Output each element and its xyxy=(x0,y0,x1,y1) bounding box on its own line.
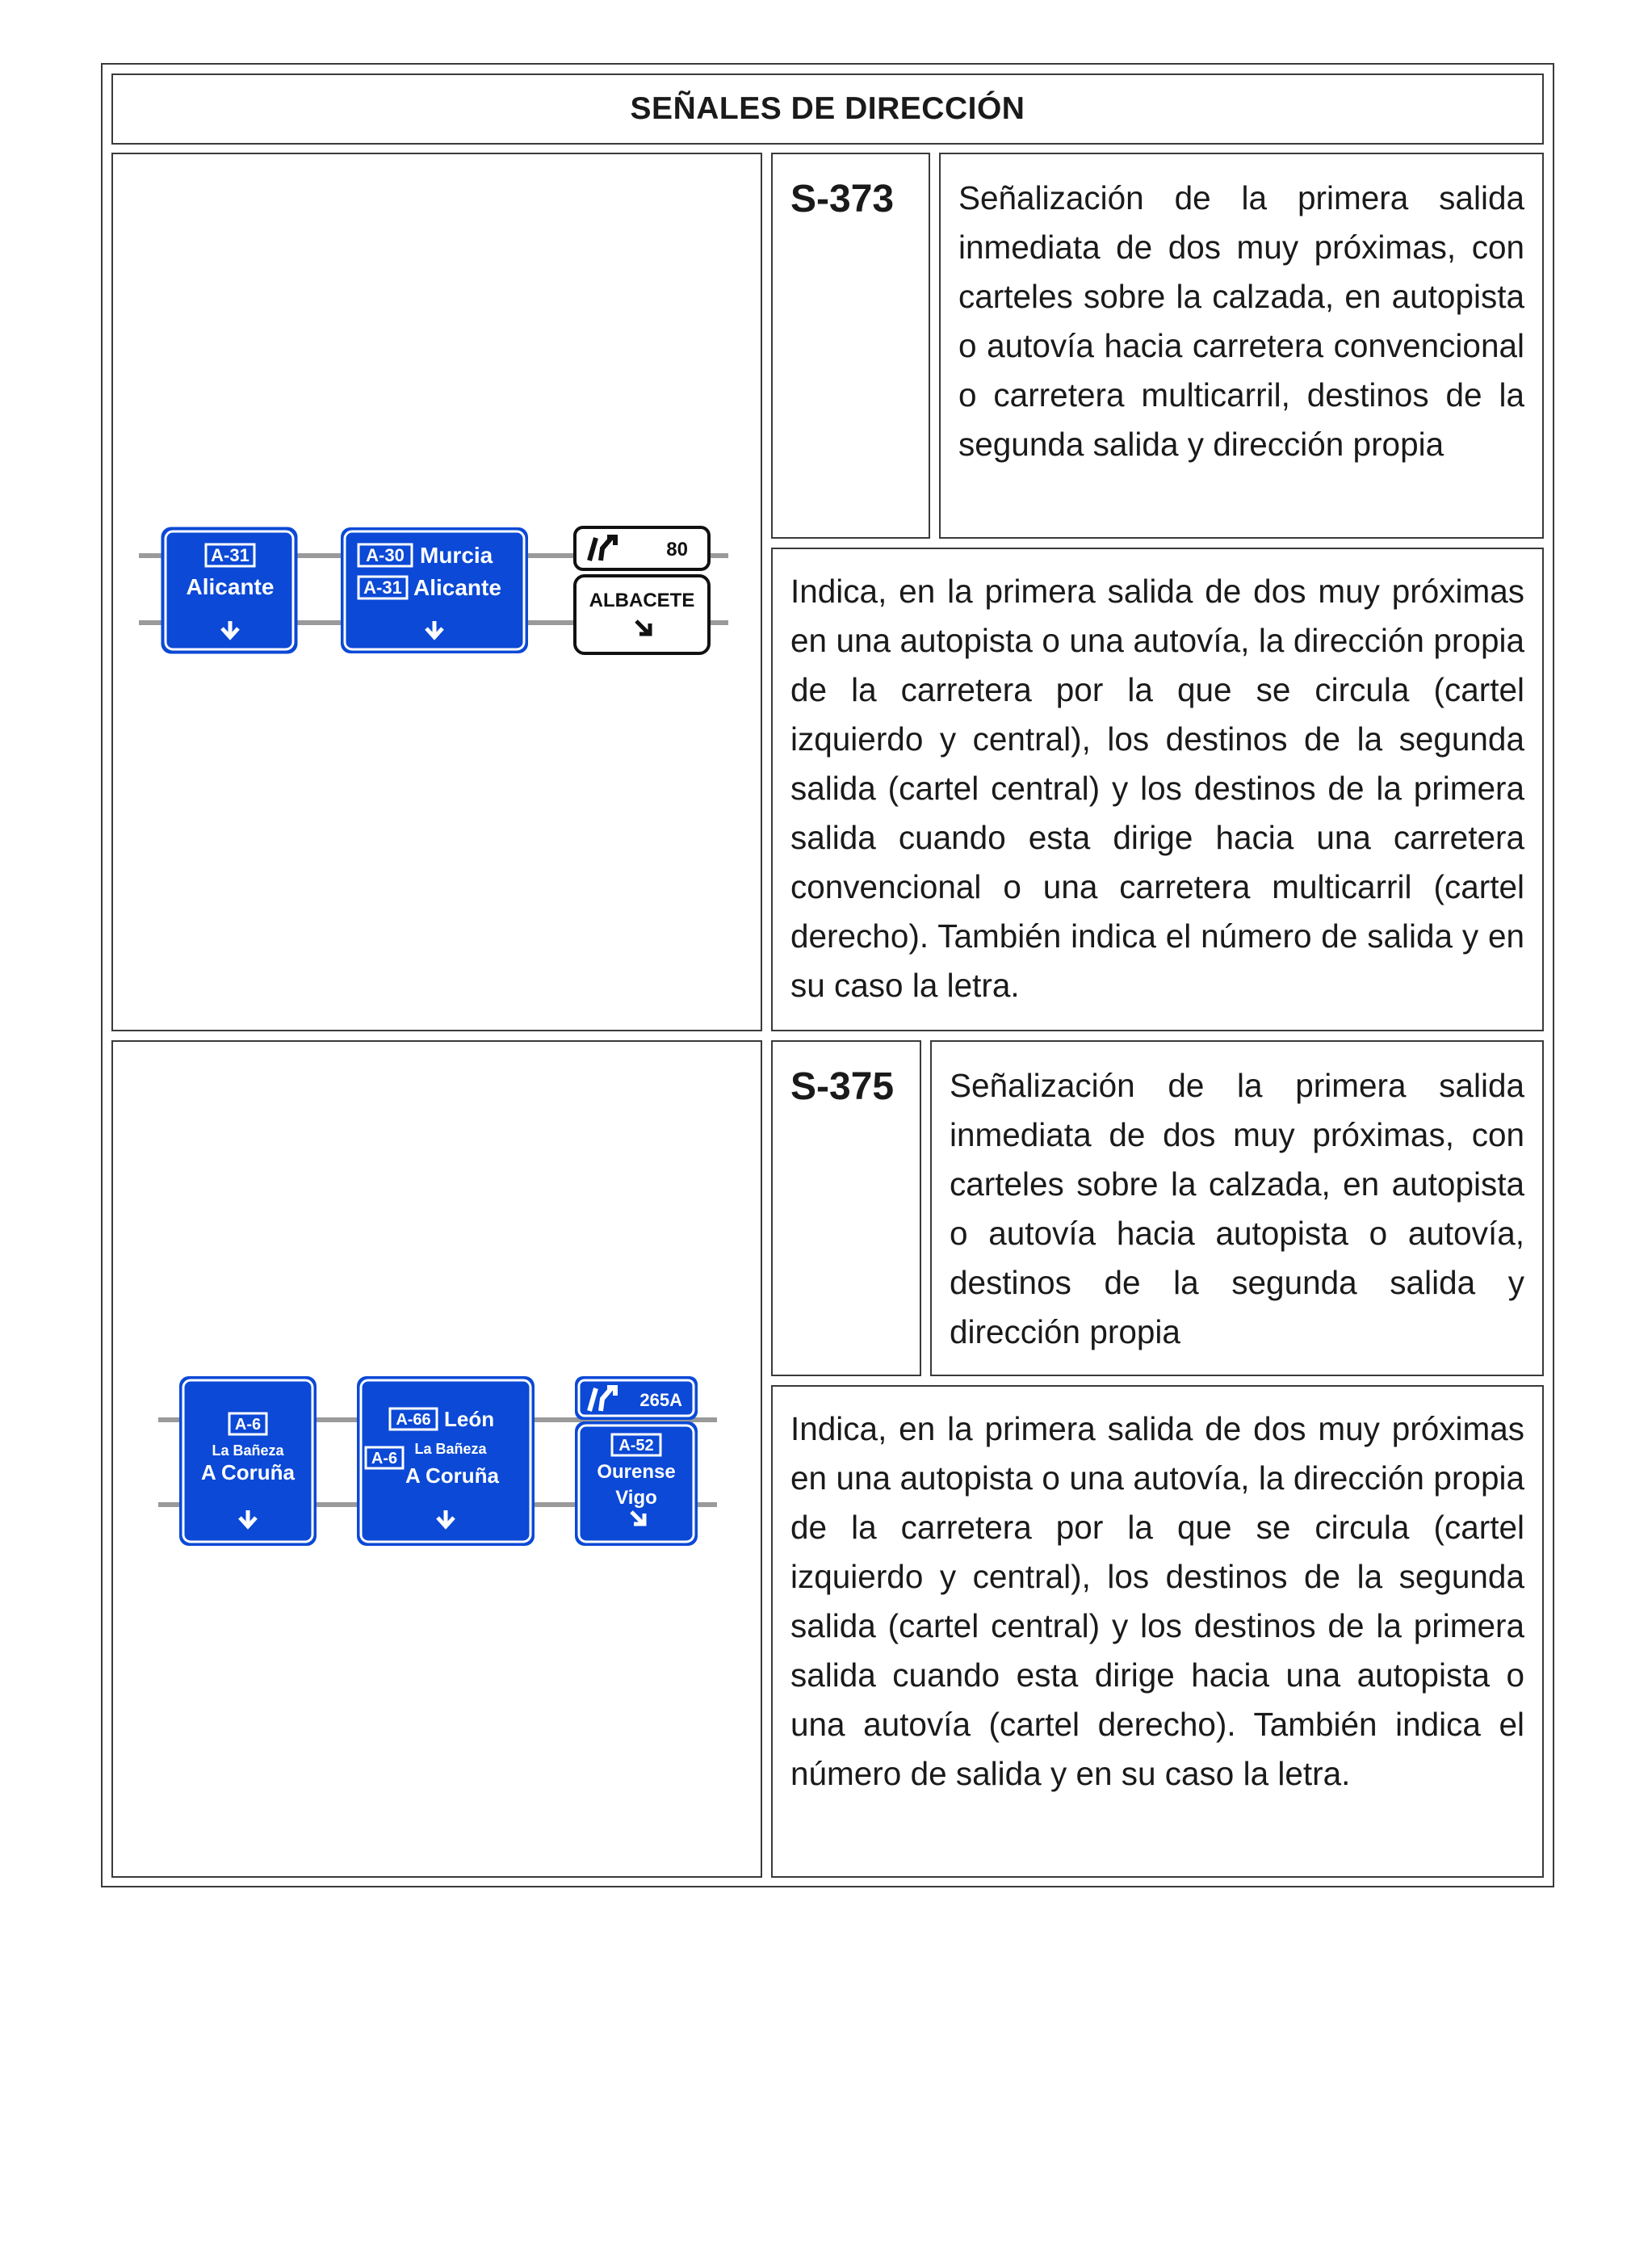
short-description-cell-s373 xyxy=(939,153,1544,539)
short-description-cell-s375 xyxy=(930,1040,1544,1376)
code-cell-s373 xyxy=(771,153,930,539)
center-sign-road1: A-30 xyxy=(366,545,405,565)
long-description-cell-s373 xyxy=(771,548,1544,1031)
long-description: Indica, en la primera salida de dos muy próximas en una autopista o una autovía, la dirección propia de la carretera por la que se circula (cartel izquierdo y central), los destinos de la segunda salida (cartel central) y los destinos de la primera salida cuando esta dirige hacia una autopista o una autovía (cartel derecho). También indica el número de salida y en su caso la letra. xyxy=(790,1410,1524,1792)
short-description: Señalización de la primera salida inmediata de dos muy próximas, con carteles sobre la calzada, en autopista o autovía hacia carretera convencional o carretera multicarril, destinos de la segunda salida y dirección propia xyxy=(958,179,1524,463)
left-sign-road: A-31 xyxy=(211,545,249,565)
left-panel-sign xyxy=(179,1376,317,1546)
exit-number: 80 xyxy=(666,539,688,560)
left-sign-city: A Coruña xyxy=(200,1460,296,1484)
right-panel-sign xyxy=(575,1421,698,1546)
sign-image-s373 xyxy=(111,153,762,1031)
long-description-cell-s375 xyxy=(771,1385,1544,1878)
center-sign-road2: A-6 xyxy=(371,1450,398,1467)
signal-code: S-375 xyxy=(790,1065,895,1108)
center-panel-sign xyxy=(357,1376,535,1546)
left-panel-sign xyxy=(161,527,297,653)
long-description: Indica, en la primera salida de dos muy próximas en una autopista o una autovía, la dirección propia de la carretera por la que se circula (cartel izquierdo y central), los destinos de la segunda salida (cartel central) y los destinos de la primera salida cuando esta dirige hacia una carretera convencional o una carretera multicarril (cartel derecho). También indica el número de salida y en su caso la letra. xyxy=(790,573,1524,1004)
right-sign-city2: Vigo xyxy=(615,1487,657,1509)
left-sign-road: A-6 xyxy=(234,1416,262,1434)
left-sign-town: La Bañeza xyxy=(212,1442,284,1459)
center-sign-town2: La Bañeza xyxy=(414,1441,487,1457)
signal-code: S-373 xyxy=(790,178,895,220)
exit-number: 265A xyxy=(639,1390,682,1410)
right-panel-sign xyxy=(575,576,709,653)
center-sign-city1: Murcia xyxy=(420,543,493,568)
page-title: SEÑALES DE DIRECCIÓN xyxy=(111,73,1544,145)
sign-image-s375 xyxy=(111,1040,762,1878)
exit-number-sign xyxy=(575,1376,698,1420)
center-sign-city2: A Coruña xyxy=(405,1463,500,1488)
center-sign-city2: Alicante xyxy=(413,575,501,600)
right-sign-city1: Ourense xyxy=(597,1461,676,1483)
code-cell-s375 xyxy=(771,1040,921,1376)
center-panel-sign xyxy=(341,527,528,653)
center-sign-road1: A-66 xyxy=(396,1411,431,1429)
exit-number-sign xyxy=(575,527,709,569)
right-sign-city: ALBACETE xyxy=(589,590,695,611)
center-sign-road2: A-31 xyxy=(363,577,402,598)
center-sign-city1: León xyxy=(444,1407,495,1431)
left-sign-city: Alicante xyxy=(186,574,275,599)
right-sign-road: A-52 xyxy=(618,1437,654,1455)
short-description: Señalización de la primera salida inmediata de dos muy próximas, con carteles sobre la calzada, en autopista o autovía hacia autopista o autovía, destinos de la segunda salida y dirección propia xyxy=(950,1067,1524,1350)
